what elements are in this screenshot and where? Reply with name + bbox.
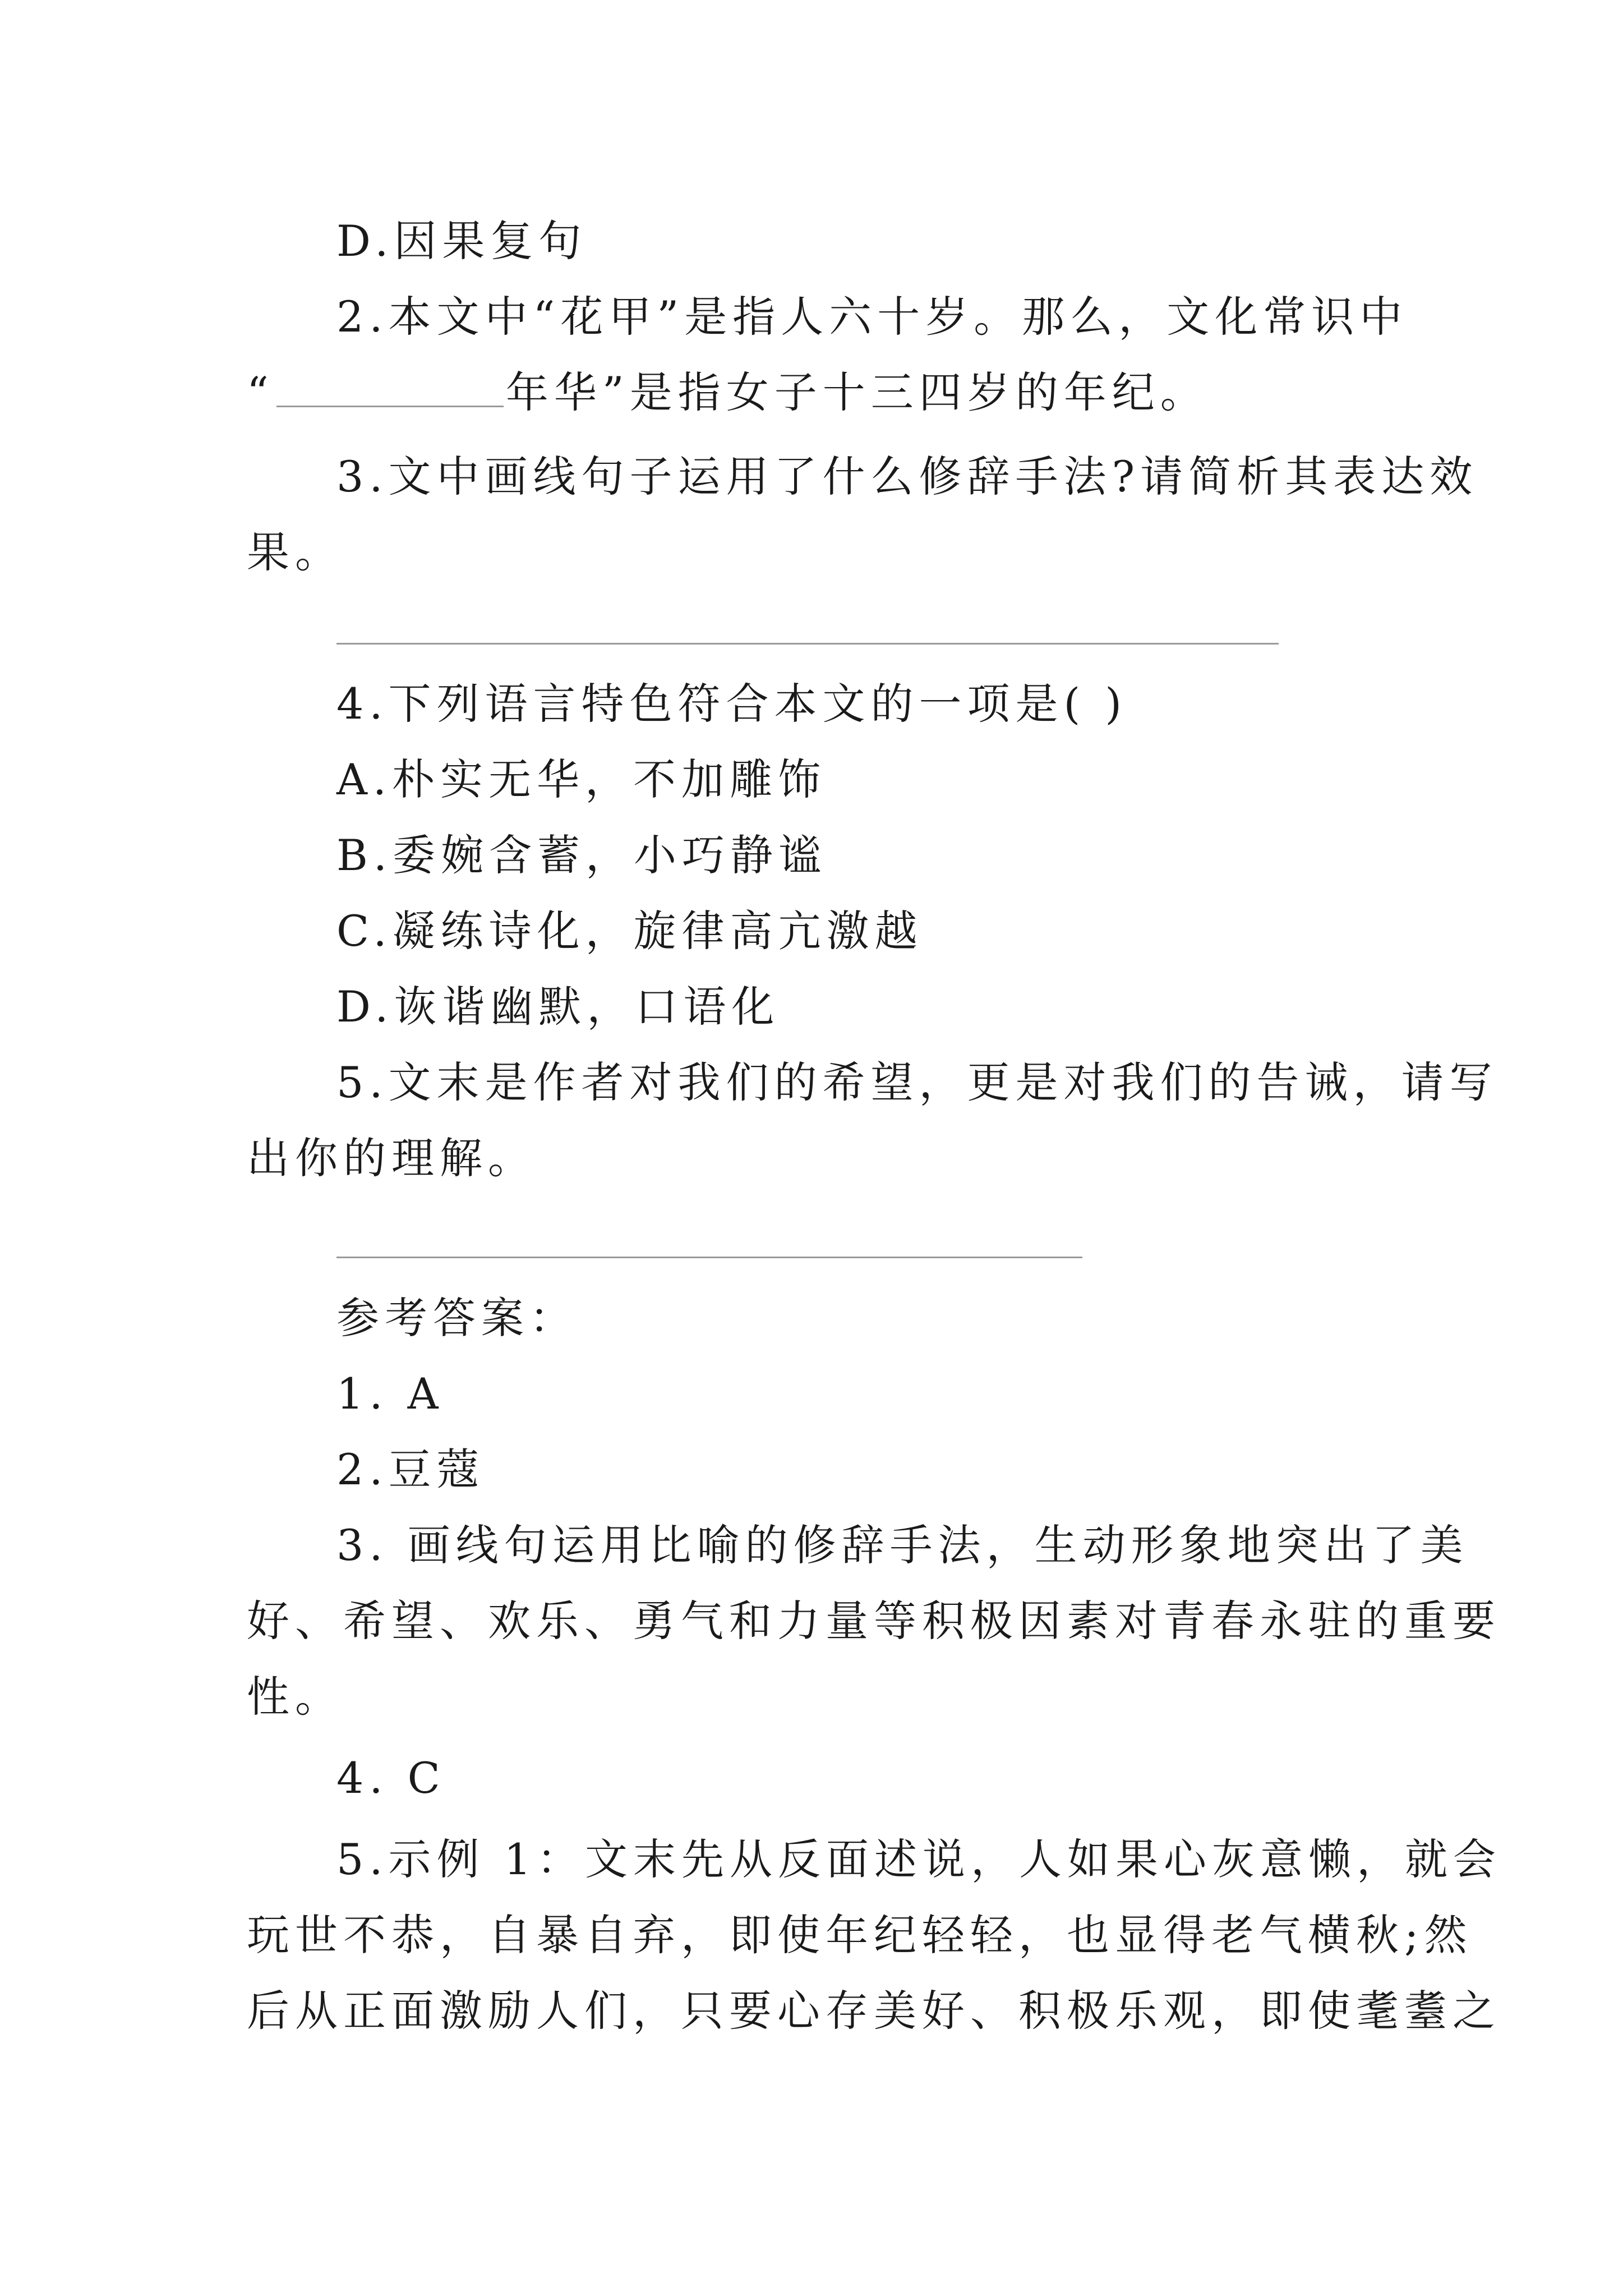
q4-option-a: A.朴实无华，不加雕饰 bbox=[336, 754, 827, 804]
q2-open-quote: “ bbox=[247, 367, 274, 417]
answer-5-line-3: 后从正面激励人们，只要心存美好、积极乐观，即使耄耋之 bbox=[247, 1986, 1501, 2036]
answer-3-line-2: 好、希望、欢乐、勇气和力量等积极因素对青春永驻的重要 bbox=[247, 1596, 1501, 1646]
q1-option-d: D.因果复句 bbox=[336, 216, 587, 266]
answer-2: 2.豆蔻 bbox=[336, 1444, 485, 1494]
q2-line-1: 2.本文中“花甲”是指人六十岁。那么，文化常识中 bbox=[336, 292, 1408, 342]
q4-option-b: B.委婉含蓄，小巧静谧 bbox=[336, 830, 827, 880]
q2-line-2 bbox=[247, 365, 1209, 421]
q2-answer-blank bbox=[276, 371, 504, 407]
q2-line-2-text: 年华”是指女子十三四岁的年纪。 bbox=[505, 367, 1209, 417]
q4-stem: 4.下列语言特色符合本文的一项是( ) bbox=[336, 679, 1127, 729]
q3-answer-line bbox=[336, 643, 1279, 645]
answer-3-line-1: 3. 画线句运用比喻的修辞手法，生动形象地突出了美 bbox=[336, 1520, 1469, 1570]
q5-line-1: 5.文末是作者对我们的希望，更是对我们的告诫，请写 bbox=[336, 1057, 1498, 1107]
q4-option-d: D.诙谐幽默，口语化 bbox=[336, 982, 780, 1032]
q5-answer-line bbox=[336, 1257, 1082, 1258]
q3-line-2: 果。 bbox=[247, 527, 343, 577]
q3-line-1: 3.文中画线句子运用了什么修辞手法?请简析其表达效 bbox=[336, 452, 1478, 501]
answer-3-line-3: 性。 bbox=[247, 1672, 343, 1722]
answer-1: 1. A bbox=[336, 1369, 444, 1419]
answer-5-line-2: 玩世不恭，自暴自弃，即使年纪轻轻，也显得老气横秋;然 bbox=[247, 1910, 1473, 1960]
answer-4: 4. C bbox=[336, 1753, 446, 1803]
answer-5-line-1: 5.示例 1：文末先从反面述说，人如果心灰意懒，就会 bbox=[336, 1834, 1502, 1884]
q5-line-2: 出你的理解。 bbox=[247, 1133, 536, 1183]
q4-option-c: C.凝练诗化，旋律高亢激越 bbox=[336, 906, 923, 956]
answers-title: 参考答案： bbox=[336, 1293, 578, 1343]
